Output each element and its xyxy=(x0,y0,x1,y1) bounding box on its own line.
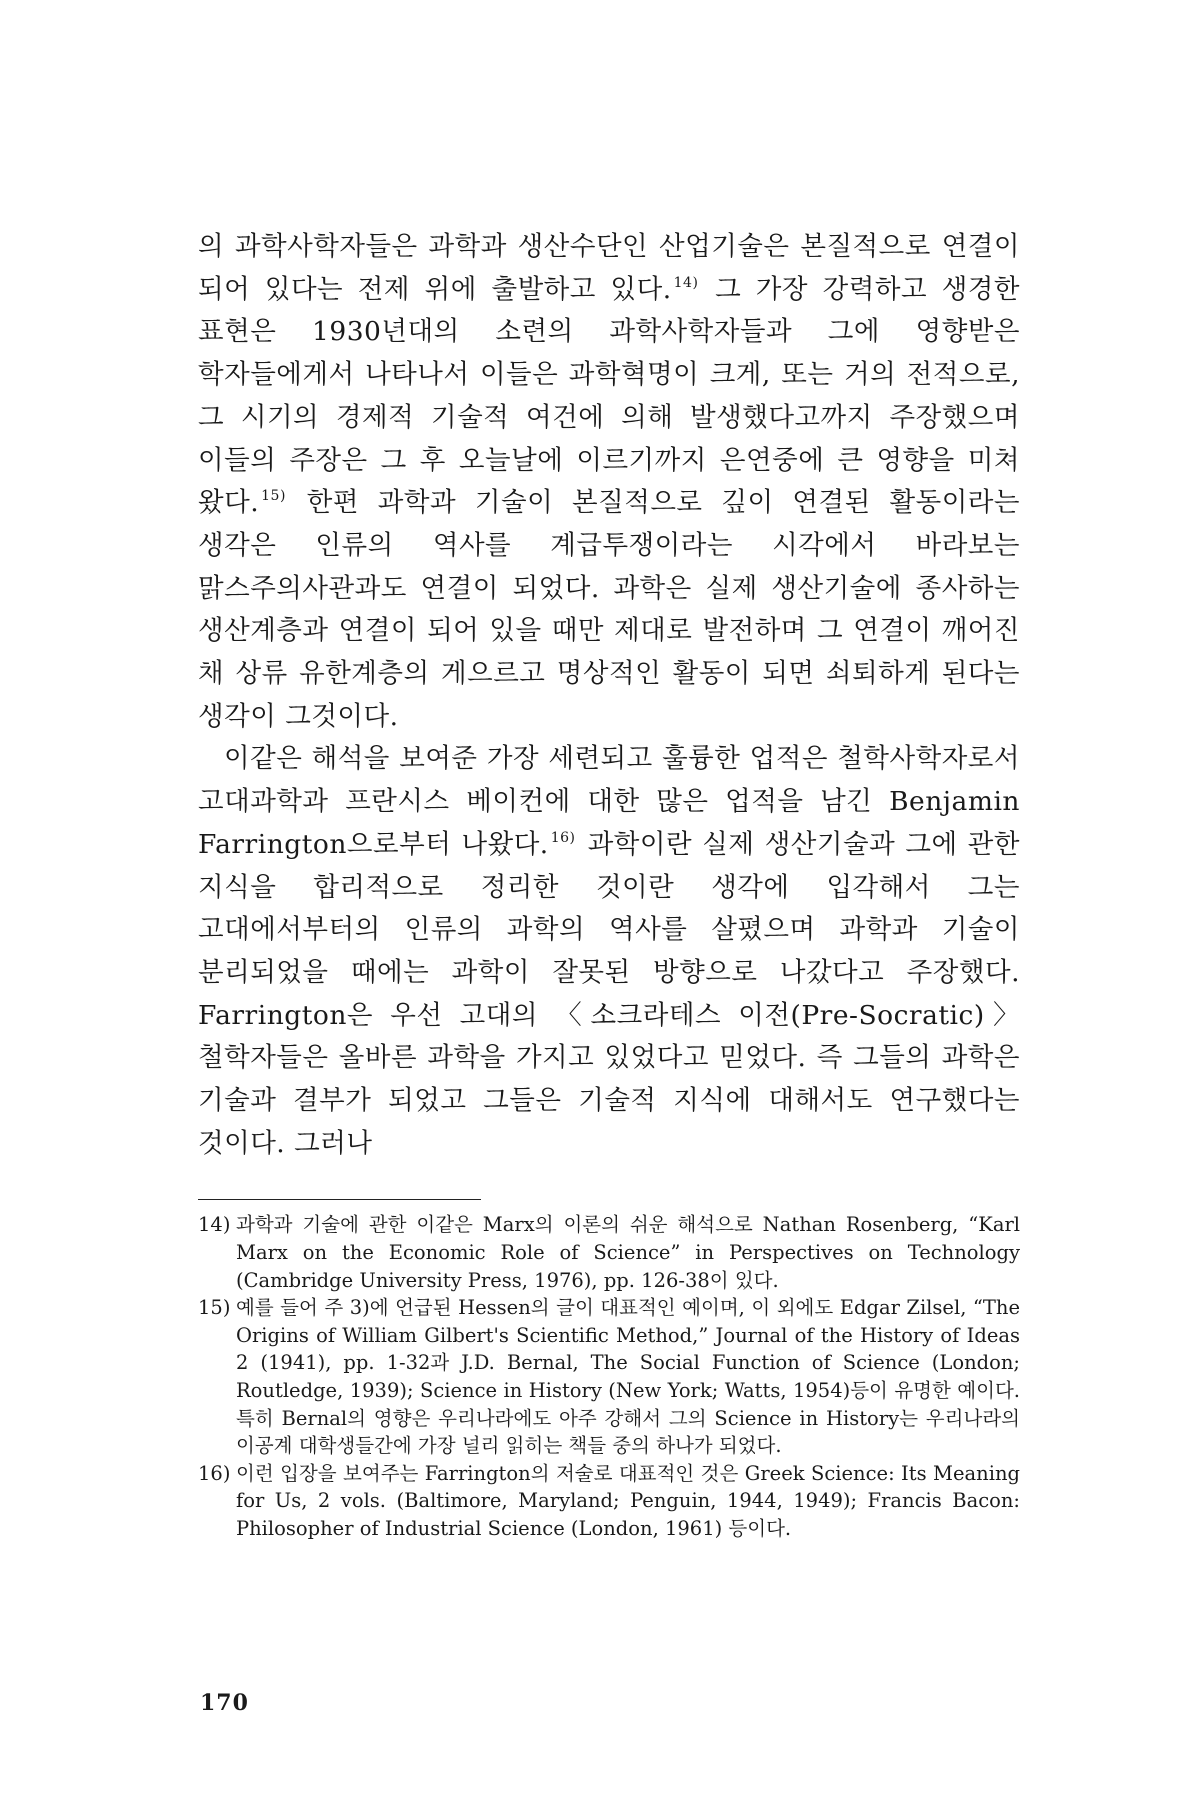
paragraph-2-text-a: 이같은 해석을 보여준 가장 세련되고 훌륭한 업적은 철학사학자로서 고대과학과 프란시스 베이컨에 대한 많은 업적을 남긴 Benjamin Farrington으로부터 나왔다. xyxy=(198,743,1020,860)
footnote-number: 15) xyxy=(198,1296,231,1320)
footnote-number: 16) xyxy=(198,1461,231,1485)
page-number: 170 xyxy=(200,1690,249,1716)
paragraph-1 xyxy=(198,226,1020,738)
paragraph-2-text-b: 과학이란 실제 생산기술과 그에 관한 지식을 합리적으로 정리한 것이란 생각에 입각해서 그는 고대에서부터의 인류의 과학의 역사를 살폈으며 과학과 기술이 분리되었을 때에는 과학이 잘못된 방향으로 나갔다고 주장했다. Farrington은 우선 고대의 〈소크라테스 이전(Pre-Socratic)〉 철학자들은 올바른 과학을 가지고 있었다고 믿었다. 즉 그들의 과학은 기술과 결부가 되었고 그들은 기술적 지식에 대해서도 연구했다는 것이다. 그러나 xyxy=(198,828,1020,1159)
footnote-ref-16[interactable]: 16) xyxy=(550,829,576,846)
footnote-ref-15[interactable]: 15) xyxy=(261,488,286,505)
footnote-15 xyxy=(198,1294,1020,1460)
footnote-16 xyxy=(198,1460,1020,1543)
paragraph-1-text-c: 한편 과학과 기술이 본질적으로 깊이 연결된 활동이라는 생각은 인류의 역사를 계급투쟁이라는 시각에서 바라보는 맑스주의사관과도 연결이 되었다. 과학은 실제 생산기술에 종사하는 생산계층과 연결이 되어 있을 때만 제대로 발전하며 그 연결이 깨어진 채 상류 유한계층의 게으르고 명상적인 활동이 되면 쇠퇴하게 된다는 생각이 그것이다. xyxy=(198,487,1020,732)
paragraph-2 xyxy=(198,738,1020,1165)
paragraph-1-text-a: 의 과학사학자들은 과학과 생산수단인 산업기술은 본질적으로 연결이 되어 있다는 전제 위에 출발하고 있다. xyxy=(198,231,1020,305)
body-text xyxy=(198,226,1020,1165)
footnote-text: 이런 입장을 보여주는 Farrington의 저술로 대표적인 것은 Greek Science: Its Meaning for Us, 2 vols. (Baltimore, Maryland; Penguin, 1944, 1949); Francis Bacon: Philosopher of Industrial Science (London, 1961) 등이다. xyxy=(236,1461,1020,1540)
footnotes xyxy=(198,1211,1020,1542)
page xyxy=(198,226,1020,1543)
paragraph-1-text-b: 그 가장 강력하고 생경한 표현은 1930년대의 소련의 과학사학자들과 그에 영향받은 학자들에게서 나타나서 이들은 과학혁명이 크게, 또는 거의 전적으로, 그 시기의 경제적 기술적 여건에 의해 발생했다고까지 주장했으며 이들의 주장은 그 후 오늘날에 이르기까지 은연중에 큰 영향을 미쳐 왔다. xyxy=(198,273,1020,519)
footnote-divider xyxy=(198,1199,481,1200)
footnote-number: 14) xyxy=(198,1213,231,1237)
footnote-text: 과학과 기술에 관한 이같은 Marx의 이론의 쉬운 해석으로 Nathan Rosenberg, “Karl Marx on the Economic Role of Science” in Perspectives on Technology (Cambridge University Press, 1976), pp. 126-38이 있다. xyxy=(236,1213,1020,1292)
footnote-14 xyxy=(198,1211,1020,1294)
footnote-ref-14[interactable]: 14) xyxy=(673,274,699,291)
footnote-text: 예를 들어 주 3)에 언급된 Hessen의 글이 대표적인 예이며, 이 외에도 Edgar Zilsel, “The Origins of William Gilbert's Scientific Method,” Journal of the History of Ideas 2 (1941), pp. 1-32과 J.D. Bernal, The Social Function of Science (London; Routledge, 1939); Science in History (New York; Watts, 1954)등이 유명한 예이다. 특히 Bernal의 영향은 우리나라에도 아주 강해서 그의 Science in History는 우리나라의 이공계 대학생들간에 가장 널리 읽히는 책들 중의 하나가 되었다. xyxy=(236,1296,1020,1458)
